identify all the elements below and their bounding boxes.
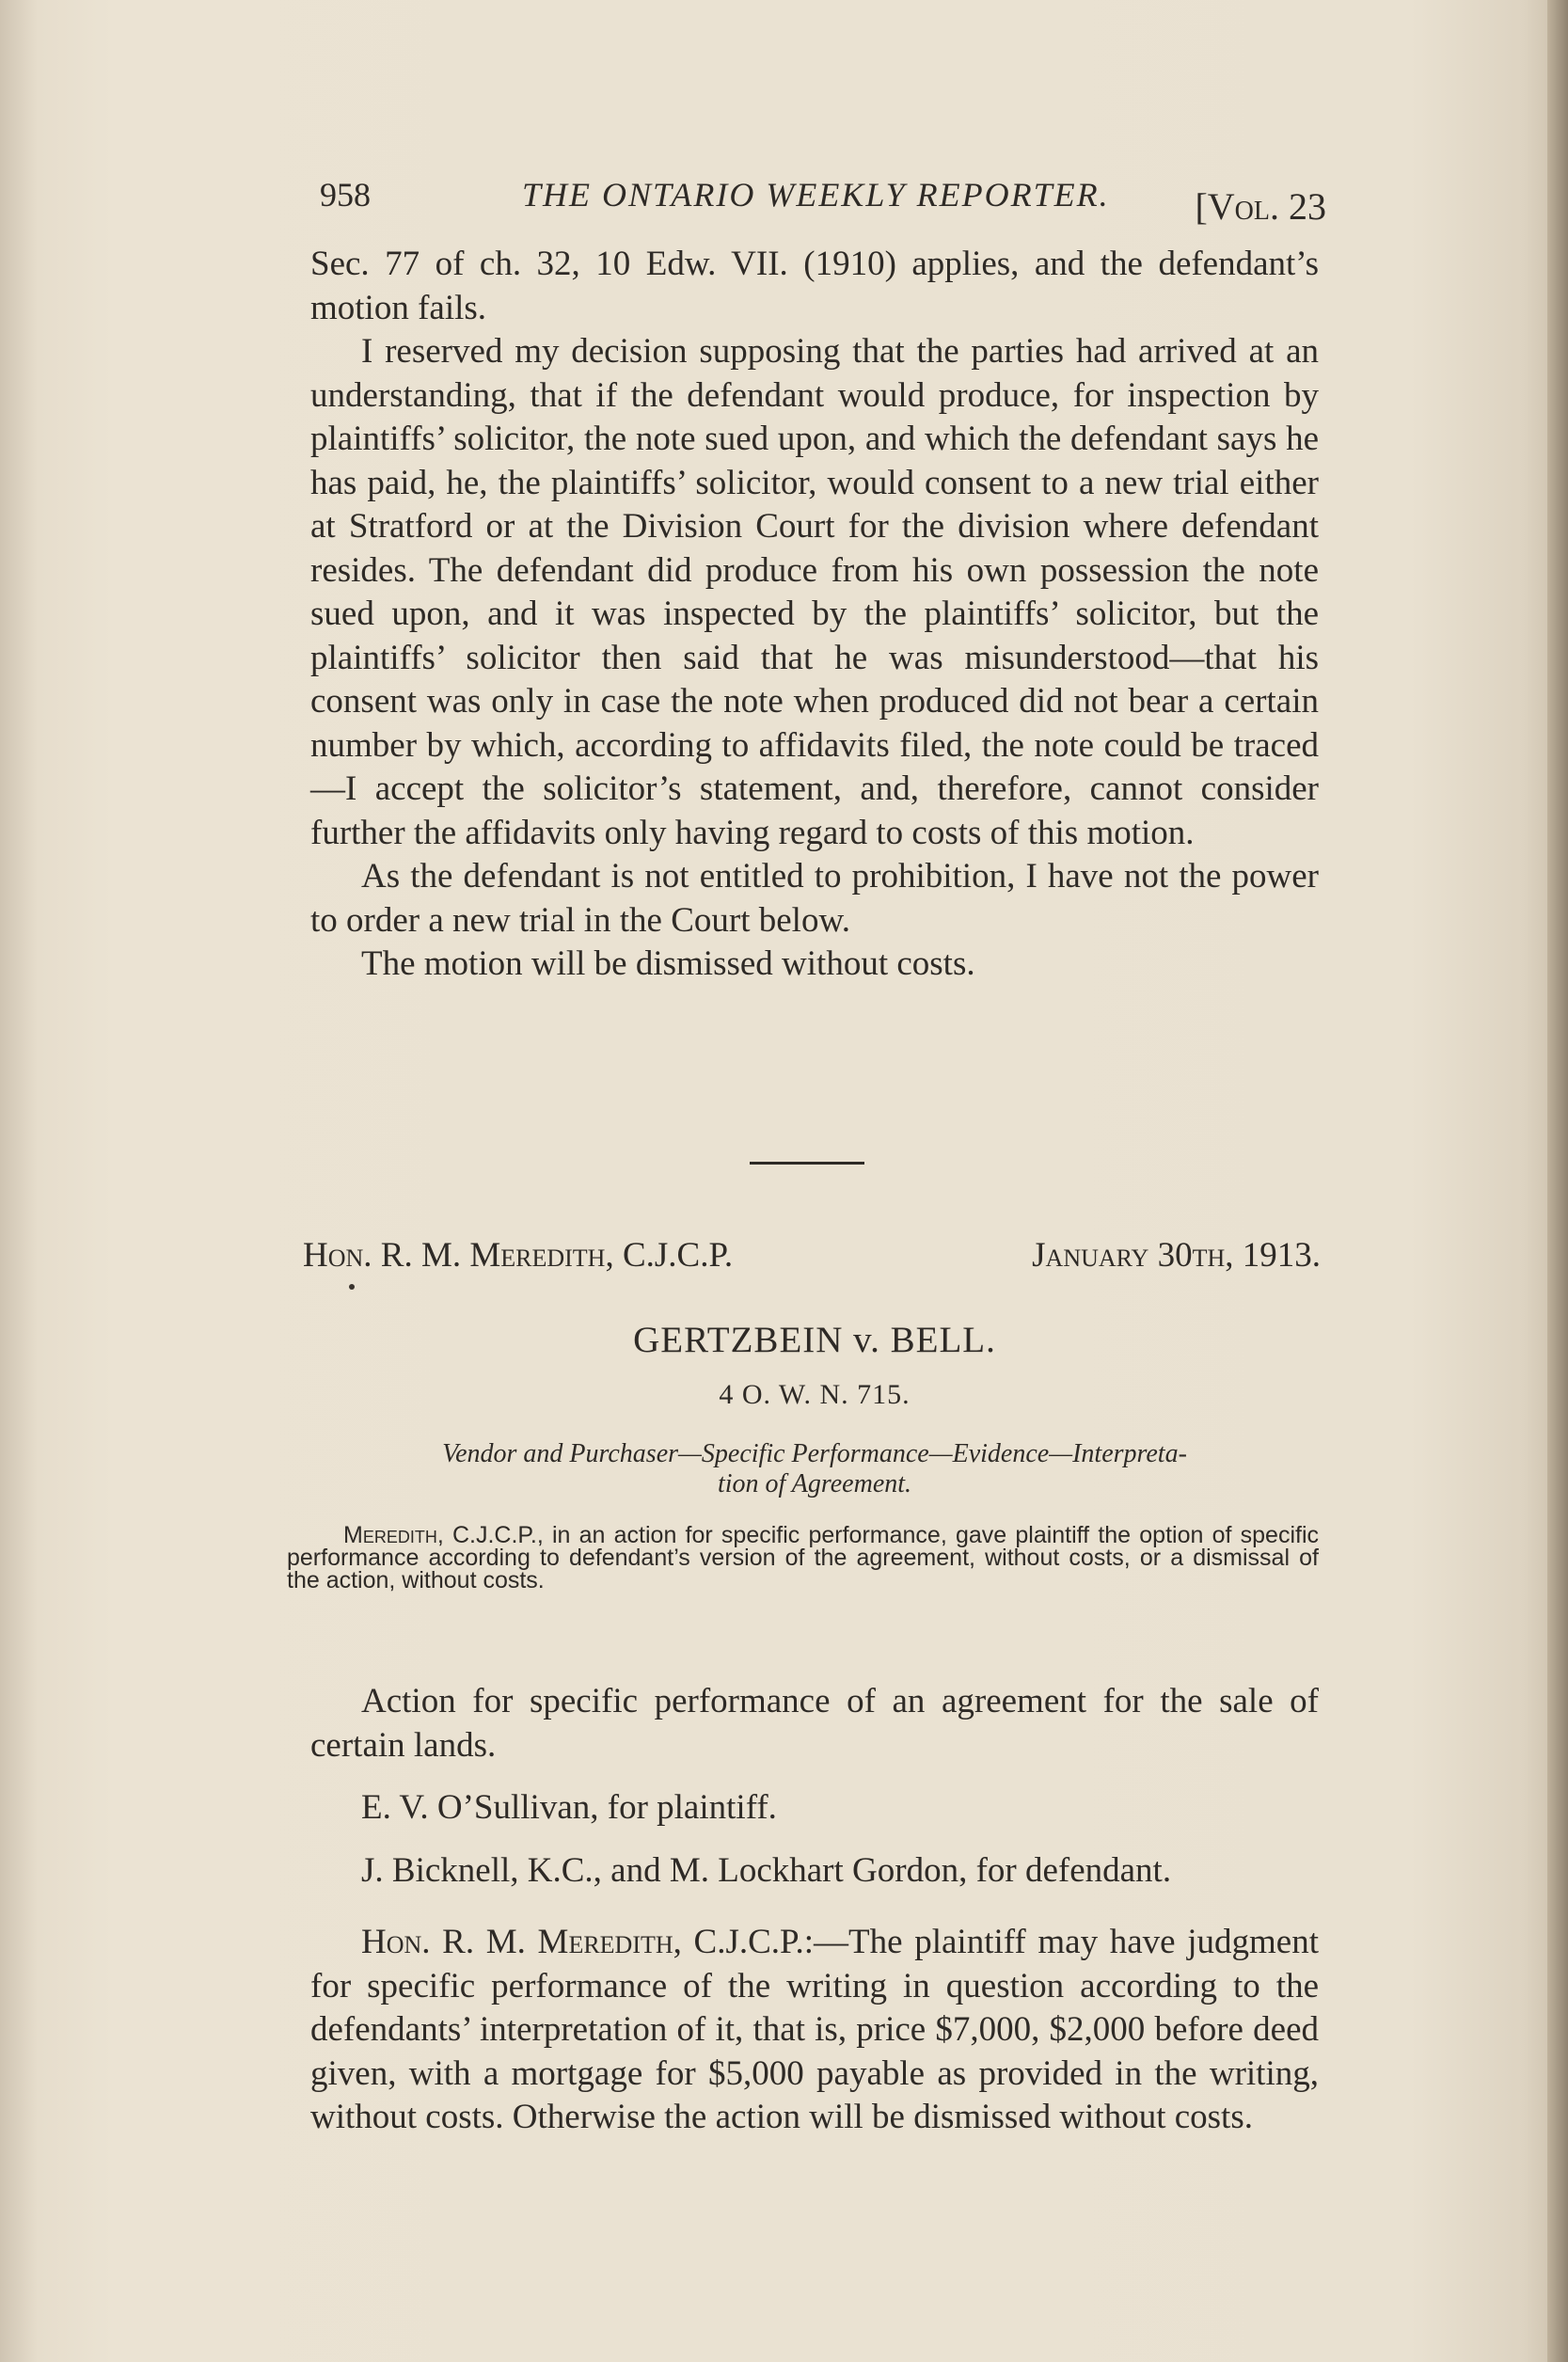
paragraph: Sec. 77 of ch. 32, 10 Edw. VII. (1910) applies, and the defendant’s motion fails. (310, 245, 1319, 327)
volume-label: [Vol. 23 (1195, 185, 1326, 228)
action-statement: Action for specific performance of an agreement for the sale of certain lands. (310, 1682, 1319, 1765)
judge-name: Hon. R. M. Meredith, C.J.C.P. (303, 1236, 734, 1275)
case-title: GERTZBEIN v. BELL. (633, 1320, 996, 1360)
case-body (310, 1680, 1319, 2140)
paragraph: The motion will be dismissed without costs. (361, 944, 975, 983)
previous-case-text (310, 243, 1319, 987)
running-header (320, 175, 1326, 228)
headnote-line: Vendor and Purchaser—Specific Performance—Evidence—Interpreta- (442, 1439, 1187, 1468)
page-edge (1547, 0, 1568, 2362)
ink-dot (349, 1284, 355, 1290)
counsel-plaintiff: E. V. O’Sullivan, for plaintiff. (361, 1788, 777, 1827)
headnote (310, 1439, 1319, 1499)
judgment-paragraph (310, 1921, 1319, 2140)
running-title: THE ONTARIO WEEKLY REPORTER. (522, 176, 1110, 214)
paragraph: As the defendant is not entitled to prohibition, I have not the power to order a new trial in the Court below. (310, 857, 1319, 940)
case-summary (287, 1524, 1319, 1592)
summary-text: , in an action for specific performance, gave plaintiff the option of specific performance according to defendant’s version of the agreement, without costs, or a dismissal of the action, without costs. (287, 1522, 1319, 1593)
counsel-defendant: J. Bicknell, K.C., and M. Lockhart Gordon, for defendant. (361, 1850, 1172, 1890)
headnote-line: tion of Agreement. (717, 1469, 912, 1498)
section-divider (750, 1162, 864, 1165)
decision-date: January 30th, 1913. (1032, 1236, 1321, 1275)
summary-lead: Meredith, C.J.C.P. (343, 1522, 537, 1548)
judgment-text: :—The plaintiff may have judgment for specific performance of the writing in question according to the defendants’ interpretation of it, that is, price $7,000, $2,000 before deed given, with a mortgage for $5,000 payable as provided in the writing, without costs. Otherwise the action will be dismissed without costs. (310, 1923, 1319, 2136)
page-number: 958 (320, 176, 371, 214)
judge-date-line (303, 1235, 1321, 1282)
case-citation: 4 O. W. N. 715. (719, 1379, 911, 1410)
judgment-lead: Hon. R. M. Meredith, C.J.C.P. (361, 1923, 804, 1961)
paragraph: I reserved my decision supposing that the parties had arrived at an understanding, that if the defendant would produce, for inspection by plaintiffs’ solicitor, the note sued upon, and which the defendant says he has paid, he, the plaintiffs’ solicitor, would consent to a new trial either at Stratford or at the Division Court for the division where defendant resides. The defendant did produce from his own possession the note sued upon, and it was inspected by the plaintiffs’ solicitor, but the plaintiffs’ solicitor then said that he was misunderstood—that his consent was only in case the note when produced did not bear a certain number by which, according to affidavits filed, the note could be traced—I accept the solicitor’s statement, and, therefore, cannot consider further the affidavits only having regard to costs of this motion. (310, 332, 1319, 852)
